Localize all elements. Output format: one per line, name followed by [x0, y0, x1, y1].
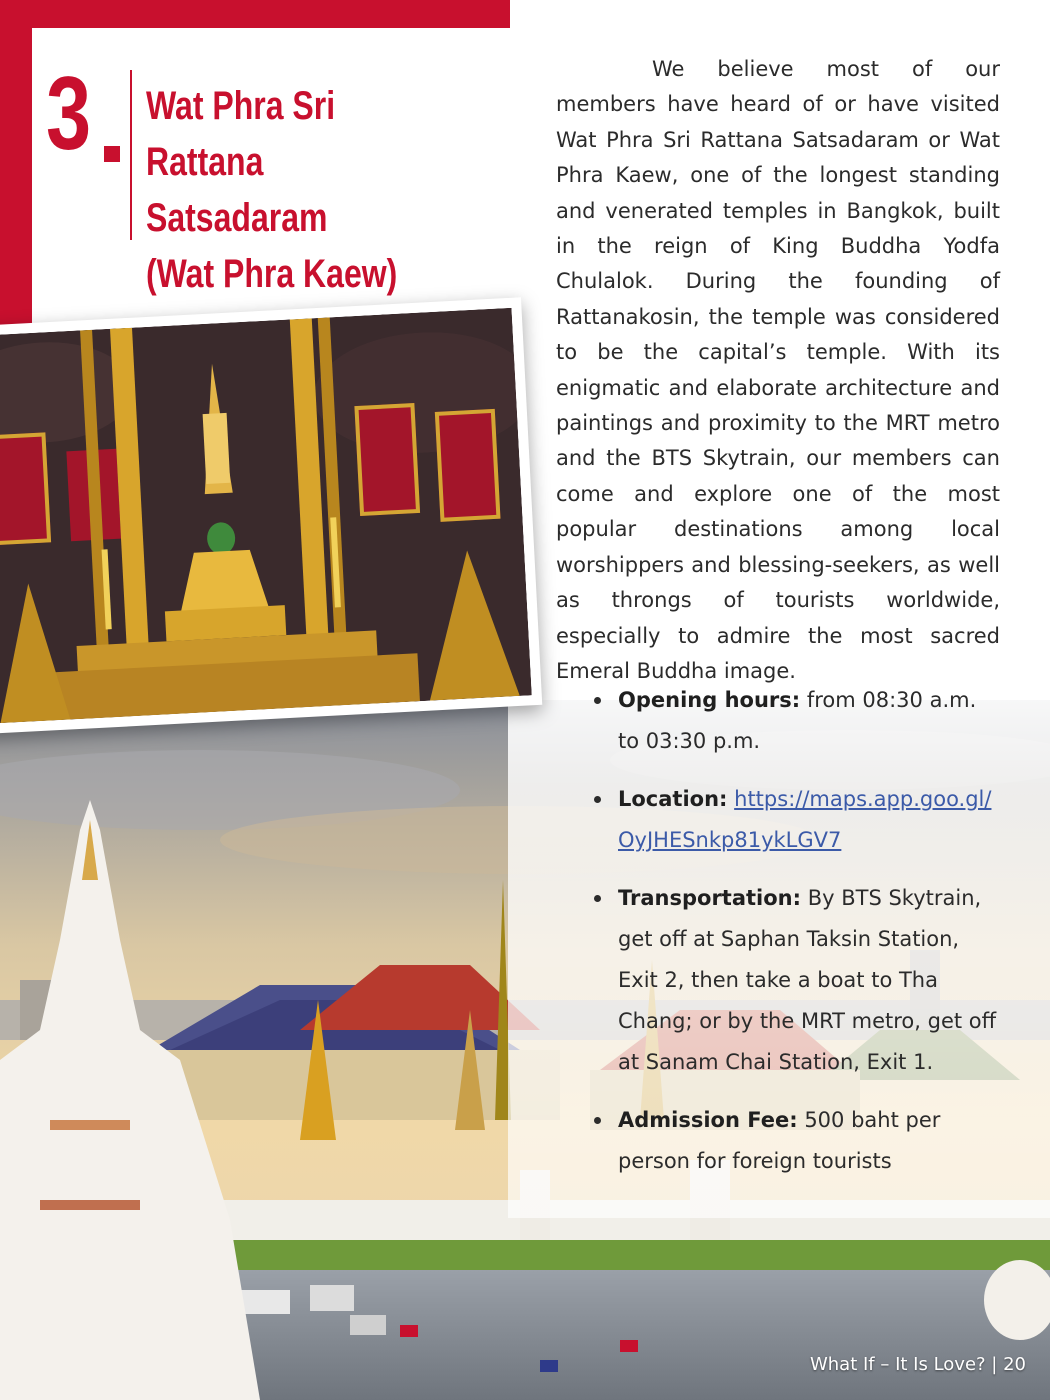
location-link[interactable]: https://maps.app.goo.gl/OyJHESnkp81ykLGV7	[618, 787, 992, 852]
page-footer: What If – It Is Love? | 20	[809, 1354, 1026, 1375]
section-number: 3	[46, 56, 88, 172]
details-list	[592, 680, 1002, 1199]
list-item-admission-fee	[592, 1100, 1002, 1182]
transportation-value: By BTS Skytrain, get off at Saphan Taksin Station, Exit 2, then take a boat to Tha Chang; or by the MRT metro, get off at Sanam Chai Station, Exit 1.	[618, 886, 997, 1074]
opening-hours-value: from 08:30 a.m. to 03:30 p.m.	[618, 688, 977, 753]
emerald-buddha-photo	[0, 297, 542, 734]
list-item-transportation	[592, 878, 1002, 1083]
location-label: Location:	[618, 787, 728, 811]
admission-fee-value: 500 baht per person for foreign tourists	[618, 1108, 941, 1173]
page-title: Wat Phra Sri Rattana Satsadaram (Wat Phra Kaew)	[146, 84, 398, 296]
red-frame-left	[0, 0, 32, 330]
title-divider	[130, 70, 132, 240]
intro-paragraph: We believe most of our members have heard of or have visited Wat Phra Sri Rattana Satsadaram or Wat Phra Kaew, one of the longest standing and venerated temples in Bangkok, built in the reign of King Buddha Yodfa Chulalok. During the founding of Rattanakosin, the temple was considered to be the capital’s temple. With its enigmatic and elaborate architecture and paintings and proximity to the MRT metro and the BTS Skytrain, our members can come and explore one of the most popular destinations among local worshippers and blessing-seekers, as well as throngs of tourists worldwide, especially to admire the most sacred Emeral Buddha image.	[556, 57, 1000, 683]
list-item-location	[592, 779, 1002, 861]
red-frame-top	[0, 0, 510, 28]
transportation-label: Transportation:	[618, 886, 802, 910]
list-item-opening-hours	[592, 680, 1002, 762]
opening-hours-label: Opening hours:	[618, 688, 801, 712]
admission-fee-label: Admission Fee:	[618, 1108, 798, 1132]
section-number-dot	[104, 146, 120, 162]
